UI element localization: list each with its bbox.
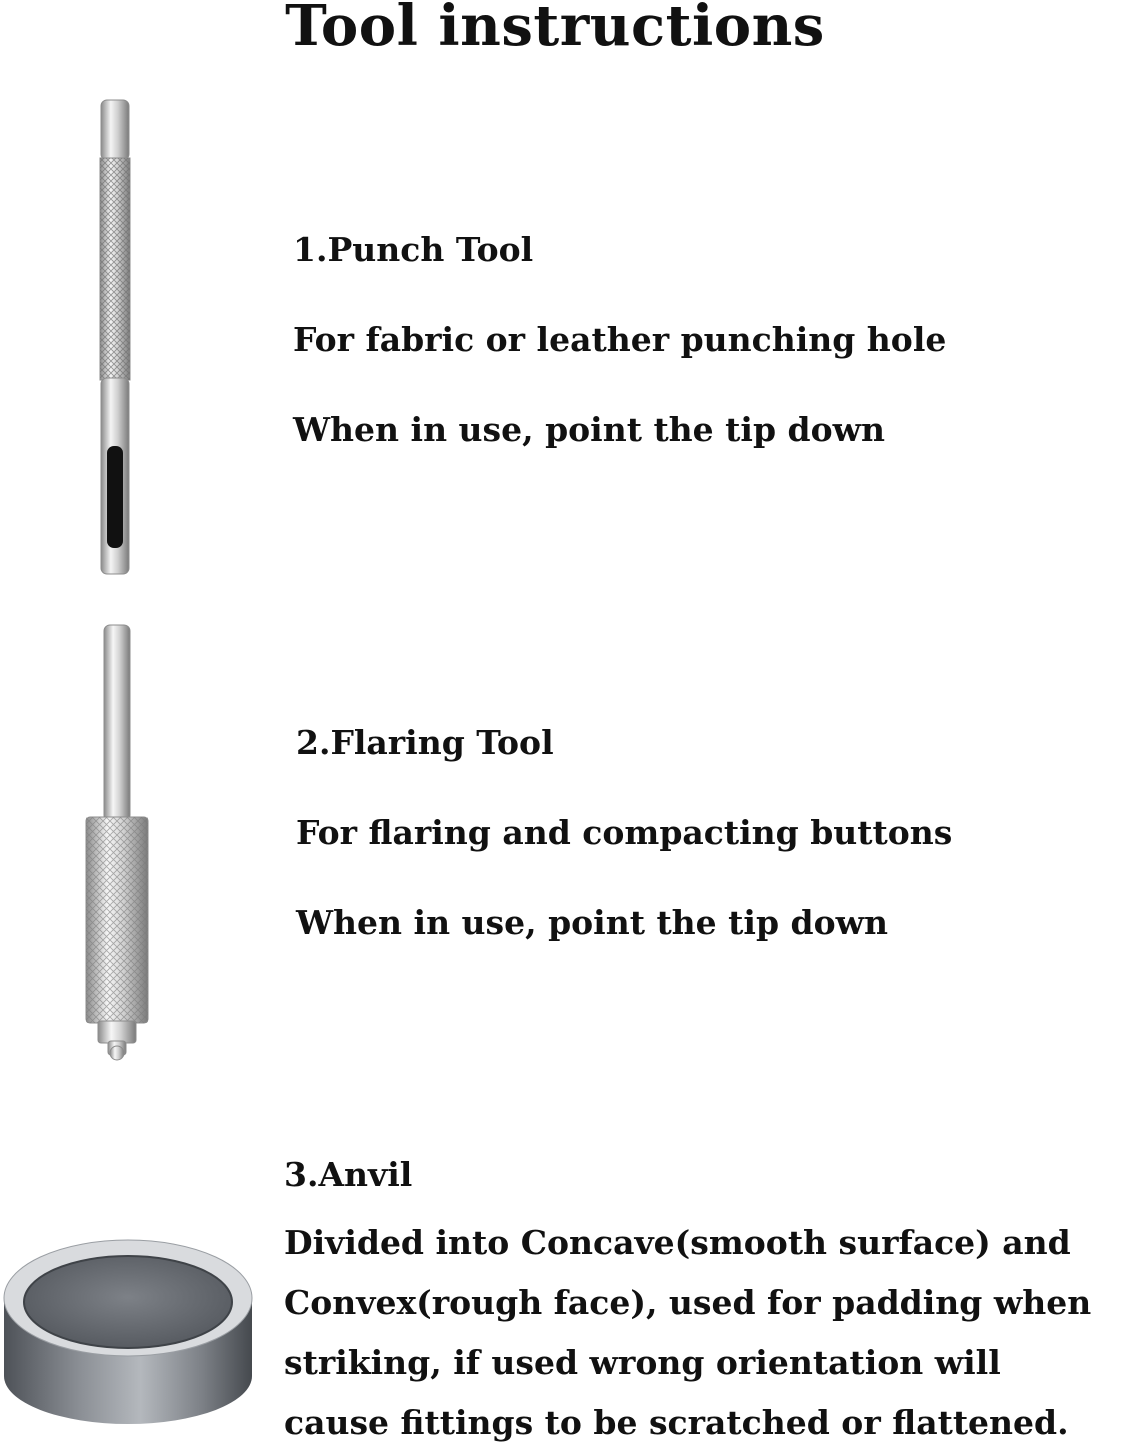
flaring-tool-usage: When in use, point the tip down bbox=[296, 903, 888, 942]
flaring-tool-image bbox=[82, 625, 152, 1061]
page-title: Tool instructions bbox=[285, 0, 825, 59]
anvil-image bbox=[2, 1236, 254, 1428]
anvil-name: 3.Anvil bbox=[284, 1155, 413, 1194]
anvil-description-line: Convex(rough face), used for padding when bbox=[284, 1283, 1092, 1322]
flaring-tool-name: 2.Flaring Tool bbox=[296, 723, 554, 762]
anvil-description-line: Divided into Concave(smooth surface) and bbox=[284, 1223, 1071, 1262]
anvil-description-line: cause fittings to be scratched or flattened. bbox=[284, 1403, 1069, 1442]
punch-tool-usage: When in use, point the tip down bbox=[293, 410, 885, 449]
flaring-tool-purpose: For flaring and compacting buttons bbox=[296, 813, 953, 852]
punch-tool-purpose: For fabric or leather punching hole bbox=[293, 320, 947, 359]
anvil-description bbox=[284, 1213, 1134, 1453]
punch-tool-name: 1.Punch Tool bbox=[293, 230, 534, 269]
anvil-description-line: striking, if used wrong orientation will bbox=[284, 1343, 1001, 1382]
punch-tool-image bbox=[96, 100, 136, 578]
